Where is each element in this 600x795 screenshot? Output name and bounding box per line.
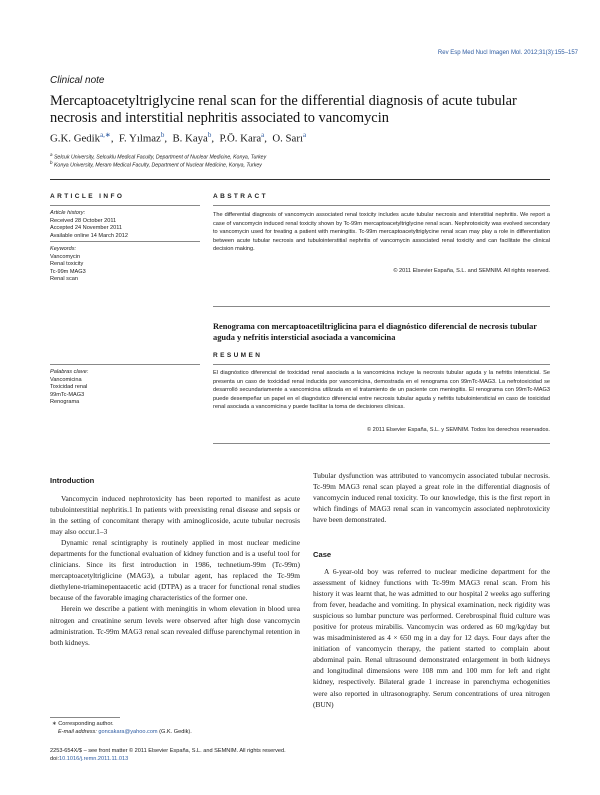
abstract-text: The differential diagnosis of vancomycin associated renal toxicity includes acute tubular necrosis and interstitial nephritis. We report a case of vancomycin induced renal toxicity shown by Tc-99m mercaptoacetyltriglycine renal scan. Nephrotoxicity was evolved secondary to vancomycin used for treating a patient with meningitis. Tc-99m mercaptoacetyltriglycine renal scan may play a role in differentiation between acute tubular necrosis and tubulointerstitial nephritis of vancomycin associated renal toxicity and can facilitate the clinical decision making. (213, 212, 550, 253)
case-paragraph: A 6-year-old boy was referred to nuclear medicine department for the assessment of kidney functions with Tc-99m MAG3 renal scan. From his history it was learnt that, he was admitted to our hospital 2 weeks ago suffering from fever, headache and vomiting. In physical examination, neck rigidity was suspicious so lumbar puncture was performed. Cerebrospinal fluid culture was positive for proteus mirabilis. Vancomycin was ordered as 60 mg/kg/day but was misadministered as 4 × 650 mg in a day for 12 days. Four days after the initiation of vancomycin therapy, the patient started to complain about abdominal pain. Renal ultrasound demonstrated enlargement in both kidneys and longitudinal dimensions were 108 mm and 100 mm for left and right kidney, respectively. Bilateral grade 1 increase in parenchyma echogenities were also reported in ultrasonography. Serum concentrations of urea nitrogen (BUN) (313, 567, 550, 709)
article-history (50, 210, 200, 240)
affiliation-mark: b (50, 160, 53, 165)
palabras-rule (50, 364, 200, 365)
issn-line: 2253-654X/$ – see front matter © 2011 Elsevier España, S.L. and SEMNIM. All rights reserved. (50, 748, 286, 754)
keywords-rule (50, 241, 200, 242)
article-title: Mercaptoacetyltriglycine renal scan for the differential diagnosis of acute tubular necrosis and interstitial nephritis associated to vancomycin (50, 93, 517, 126)
footnote-rule (50, 717, 120, 718)
intro-paragraph: Dynamic renal scintigraphy is routinely applied in most nuclear medicine departments for the functional evaluation of kidney function and is a useful tool for clinicians. Since its first introduction in 1986, technetium-99m (Tc-99m) mercaptoacetyltriglicine (MAG3), a tubular agent, has replaced the Tc-99m diethylene-triaminepentaacetic acid (DTPA) as a tracer for functional renal studies because of the favorable imaging characteristics of the former one. (50, 538, 300, 603)
resumen-text: El diagnóstico diferencial de toxicidad renal asociada a la vancomicina incluye la necrosis tubular aguda y la nefritis intersticial. Se presenta un caso de toxicidad renal inducida por vancomicina, demostrada en el renograma con 99mTc-MAG3. La nefrotoxicidad se desarrolló secundariamente a vancomicina utilizada en el tratamiento de un paciente con meningitis. El renograma con 99mTc-MAG3 puede desempeñar un papel en el diagnóstico diferencial entre necrosis tubular aguda y nefritis tubulointersticial en caso de toxicidad renal asociada a vancomicina y puede facilitar la toma de decisiones clínicas. (213, 370, 550, 411)
introduction-heading: Introduction (50, 476, 95, 485)
article-type: Clinical note (50, 75, 105, 86)
palabra: Vancomicina (50, 376, 82, 383)
history-item: Available online 14 March 2012 (50, 232, 128, 239)
author: O. Sarı (272, 132, 303, 145)
header-rule (50, 179, 550, 180)
author: P.Ö. Kara (219, 132, 262, 145)
email-link[interactable]: goncakara@yahoo.com (98, 728, 158, 735)
affiliation (50, 160, 262, 169)
resumen-copyright: © 2011 Elsevier España, S.L. y SEMNIM. Todos los derechos reservados. (366, 427, 550, 433)
abstract-rule (213, 205, 550, 206)
keyword: Vancomycin (50, 253, 81, 260)
doi-line (50, 756, 550, 764)
affiliation-text: Konya University, Meram Medical Faculty, Department of Nuclear Medicine, Konya, Turkey (53, 162, 262, 169)
footnote-mark: ∗ (52, 721, 57, 727)
palabras-label: Palabras clave: (50, 369, 89, 375)
author-affiliation-mark[interactable]: b (160, 131, 165, 139)
right-column-body (313, 470, 550, 525)
case-body (313, 566, 550, 710)
abstract-heading: ABSTRACT (213, 193, 268, 200)
footnote-label: Corresponding author. (58, 721, 114, 727)
author-list: G.K. Gedik$^{a,∗}$, F. Yılmaz$^b$, B. Kaya$^b$, P.Ö. Kara$^a$, O. Sarı$^a$ (50, 131, 307, 145)
abstract-copyright: © 2011 Elsevier España, S.L. and SEMNIM. All rights reserved. (393, 268, 550, 274)
author-affiliation-mark[interactable]: b (207, 131, 212, 139)
author-affiliation-mark[interactable]: a (302, 131, 307, 139)
history-label: Article history: (50, 210, 86, 216)
article-info-heading: ARTICLE INFO (50, 193, 125, 200)
keyword: Renal toxicity (50, 261, 84, 267)
palabras-clave (50, 369, 200, 407)
affiliation-text: Selcuk University, Selcuklu Medical Faculty, Department of Nuclear Medicine, Konya, Turkey (53, 154, 267, 161)
article-info-rule (50, 205, 200, 206)
resumen-rule (213, 364, 550, 365)
keywords (50, 246, 200, 284)
intro-paragraph: Vancomycin induced nephrotoxicity has been reported to manifest as acute tubulointerstitial nephritis.1 In patients with preexisting renal disease and sepsis or in the setting of concomitant therapy with aminoglicoside, acute tubular necrosis may also occur.1–3 (50, 494, 300, 537)
keyword: Renal scan (50, 276, 78, 282)
author: B. Kaya (172, 132, 208, 145)
journal-reference[interactable]: Rev Esp Med Nucl Imagen Mol. 2012;31(3):155–157 (437, 50, 578, 56)
resumen-heading: RESUMEN (213, 352, 263, 359)
author-affiliation-mark[interactable]: a,∗ (100, 131, 111, 139)
email-suffix: (G.K. Gedik). (159, 728, 192, 735)
keyword: Tc-99m MAG3 (50, 268, 86, 275)
author-affiliation-mark[interactable]: a (261, 131, 265, 139)
affiliation-mark: a (50, 152, 53, 157)
history-item: Received 28 October 2011 (50, 217, 117, 224)
palabra: Renograma (50, 399, 80, 405)
introduction-body (50, 493, 300, 648)
author: F. Yılmaz (118, 132, 161, 145)
resumen-end-rule (213, 443, 550, 444)
doi-label: doi: (50, 756, 60, 762)
doi-link[interactable]: 10.1016/j.remn.2011.11.013 (59, 756, 129, 762)
palabra: 99mTc-MAG3 (50, 391, 85, 398)
palabra: Toxicidad renal (50, 384, 88, 390)
keywords-label: Keywords: (50, 246, 77, 252)
abstract-end-rule (213, 306, 550, 307)
case-heading: Case (313, 550, 332, 559)
footnote (52, 721, 302, 736)
history-item: Accepted 24 November 2011 (50, 225, 123, 231)
intro-paragraph: Herein we describe a patient with meningitis in whom elevation in blood urea nitrogen and creatinine serum levels were observed after high dose vancomycin administration. Tc-99m MAG3 renal scan revealed diffuse parenchymal retention in both kidneys. (50, 604, 300, 647)
email-label: E-mail address: (58, 728, 97, 735)
spanish-title: Renograma con mercaptoacetiltriglicina para el diagnóstico diferencial de necrosis tubular aguda y nefritis intersticial asociada a vancomicina (213, 322, 537, 342)
author: G.K. Gedik (50, 132, 101, 145)
body-paragraph: Tubular dysfunction was attributed to vancomycin associated tubular necrosis. Tc-99m MAG3 renal scan played a great role in the differential diagnosis of vancomycin induced renal toxicity. To our knowledge, this is the first report in which findings of MAG3 renal scan in vancomycin associated nephrotoxicity have been demonstrated. (313, 471, 550, 525)
